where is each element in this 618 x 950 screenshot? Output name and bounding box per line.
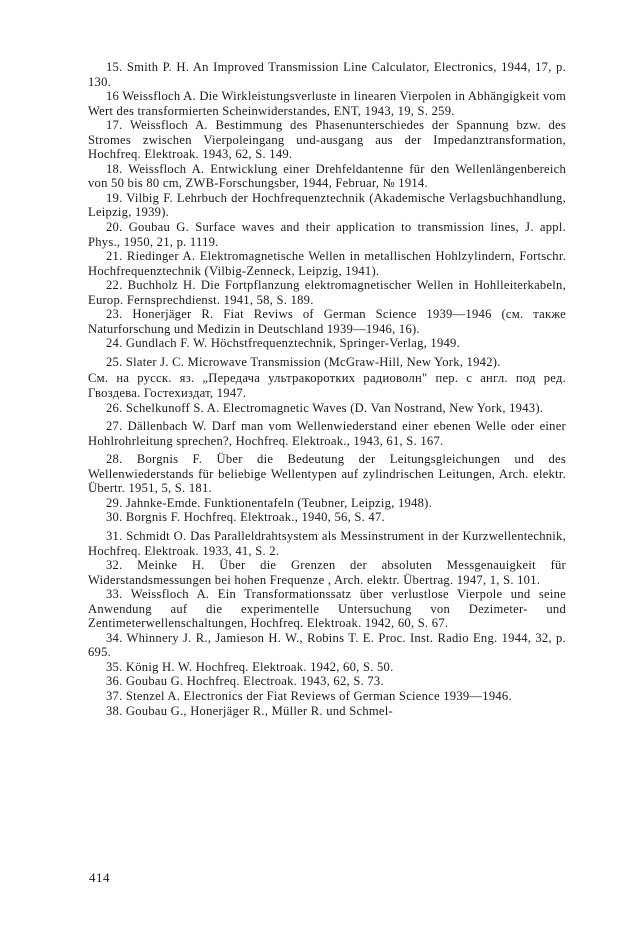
reference-item: 21. Riedinger A. Elektromagnetische Wellen in metallischen Hohlzylindern, Fortschr. Hochfrequenztechnik (Vilbig-Zenneck, Leipzig, 1941).: [88, 249, 566, 278]
reference-item: 26. Schelkunoff S. A. Electromagnetic Waves (D. Van Nostrand, New York, 1943).: [106, 400, 544, 415]
reference-item: 15. Smith P. H. An Improved Transmission Line Calculator, Electronics, 1944, 17, p. 130.: [88, 60, 566, 89]
reference-item: 37. Stenzel A. Electronics der Fiat Reviews of German Science 1939—1946.: [106, 688, 512, 703]
reference-item: 18. Weissfloch A. Entwicklung einer Drehfeldantenne für den Wellenlängenbereich von 50 bis 80 cm, ZWB-Forschungsber, 1944, Februar, № 1914.: [88, 161, 566, 191]
reference-item: 23. Honerjäger R. Fiat Reviws of German Science 1939—1946 (см. также Naturforschung und Medizin in Deutschland 1939—1946, 16).: [88, 307, 566, 336]
reference-item: 30. Borgnis F. Hochfreq. Elektroak., 1940, 56, S. 47.: [106, 510, 385, 525]
reference-item: 32. Meinke H. Über die Grenzen der absoluten Messgenauigkeit für Widerstandsmessungen bei hohen Frequenze , Arch. elektr. Übertrag. 1947, 1, S. 101.: [88, 558, 566, 587]
reference-list: [88, 60, 566, 718]
reference-item: 19. Vilbig F. Lehrbuch der Hochfrequenztechnik (Akademische Verlagsbuchhandlung, Leipzig, 1939).: [88, 190, 566, 220]
reference-item: 35. König H. W. Hochfreq. Elektroak. 1942, 60, S. 50.: [106, 659, 394, 674]
reference-item: 20. Goubau G. Surface waves and their application to transmission lines, J. appl. Phys., 1950, 21, p. 1119.: [88, 220, 566, 249]
reference-note: См. на русск. яз. „Передача ультракоротких радиоволн" пер. с англ. под ред. Гвоздева. Гостехиздат, 1947.: [88, 371, 566, 401]
reference-item: 31. Schmidt O. Das Paralleldrahtsystem als Messinstrument in der Kurzwellentechnik, Hochfreq. Elektroak. 1933, 41, S. 2.: [88, 528, 566, 558]
reference-item: 38. Goubau G., Honerjäger R., Müller R. und Schmel-: [106, 703, 393, 718]
reference-item: 22. Buchholz H. Die Fortpflanzung elektromagnetischer Wellen in Hohlleiterkabeln, Europ. Fernsprechdienst. 1941, 58, S. 189.: [88, 278, 566, 307]
reference-item: 29. Jahnke-Emde. Funktionentafeln (Teubner, Leipzig, 1948).: [106, 495, 433, 510]
reference-item: 36. Goubau G. Hochfreq. Electroak. 1943, 62, S. 73.: [106, 674, 384, 689]
reference-item: 17. Weissfloch A. Bestimmung des Phasenunterschiedes der Spannung bzw. des Stromes zwischen Vierpoleingang und-ausgang aus der Impedanztransformation, Hochfreq. Elektroak. 1943, 62, S. 149.: [88, 118, 566, 162]
reference-item: 16 Weissfloch A. Die Wirkleistungsverluste in linearen Vierpolen in Abhängigkeit vom Wert des transformierten Scheinwiderstandes, ENT, 1943, 19, S. 259.: [88, 89, 566, 118]
reference-item: 33. Weissfloch A. Ein Transformationssatz über verlustlose Vierpole und seine Anwendung auf die experimentelle Untersuchung von Dezimeter- und Zentimeterwellenschaltungen, Hochfreq. Elektroak. 1942, 60, S. 67.: [88, 587, 566, 631]
reference-item: 34. Whinnery J. R., Jamieson H. W., Robins T. E. Proc. Inst. Radio Eng. 1944, 32, p. 695.: [88, 630, 566, 660]
page-number: 414: [89, 870, 110, 885]
reference-item: 28. Borgnis F. Über die Bedeutung der Leitungsgleichungen und des Wellenwiederstands für beliebige Wellentypen auf zylindrischen Leitungen, Arch. elektr. Übertr. 1951, 5, S. 181.: [88, 452, 566, 496]
reference-item: 25. Slater J. C. Microwave Transmission (McGraw-Hill, New York, 1942).: [106, 354, 501, 369]
reference-item: 27. Dällenbach W. Darf man vom Wellenwiederstand einer ebenen Welle oder einer Hohlrohrleitung sprechen?, Hochfreq. Elektroak., 1943, 61, S. 167.: [88, 419, 566, 448]
reference-item: 24. Gundlach F. W. Höchstfrequenztechnik, Springer-Verlag, 1949.: [106, 336, 460, 351]
